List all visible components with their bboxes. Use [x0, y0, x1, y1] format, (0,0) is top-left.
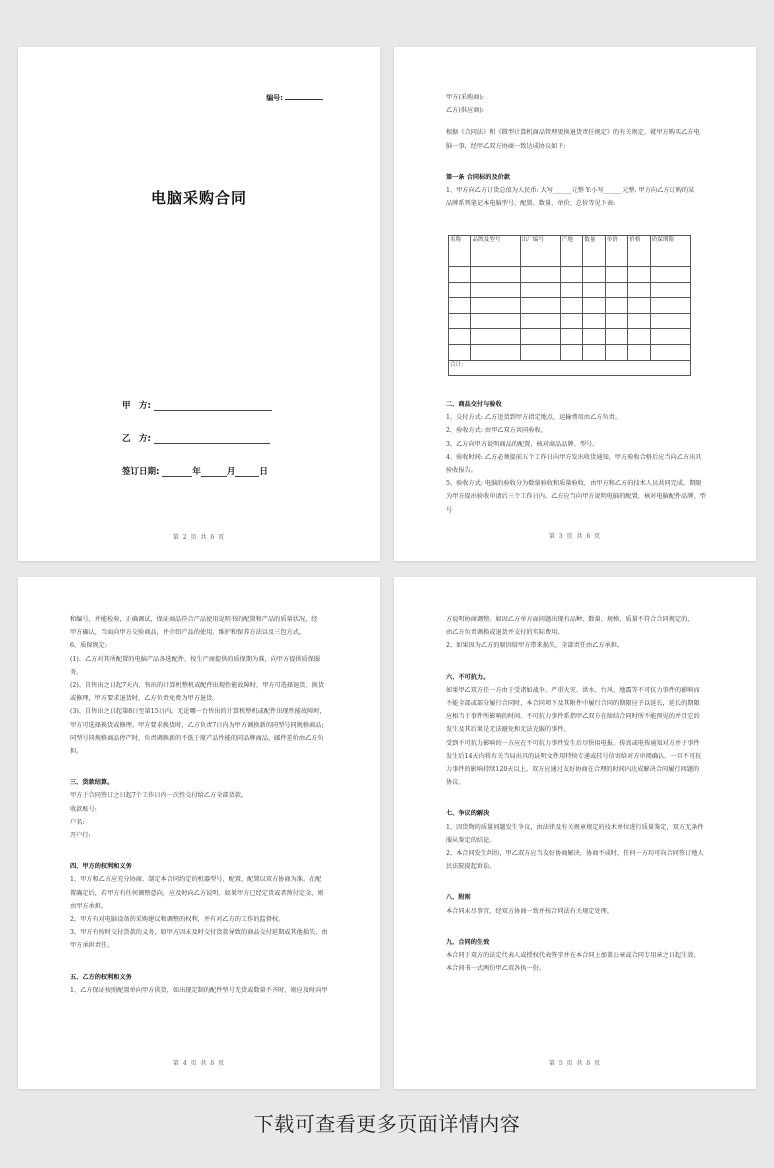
table-cell	[650, 329, 690, 345]
text-line: 力事件的影响持续120天以上，双方应通过友好协商在合理的时间内达成解决合同履行问题的	[446, 766, 700, 774]
table-cell	[449, 313, 471, 329]
table-cell	[471, 267, 520, 283]
text-line: 4、验收时间: 乙方必须提前五个工作日向甲方发出收货通知，甲方验收合格后应当向乙方出具	[446, 453, 702, 461]
text-line: 6、质保规定:	[70, 642, 107, 650]
text-line: 户名:	[70, 818, 85, 826]
table-cell	[628, 329, 650, 345]
paragraph-gap	[70, 758, 332, 767]
product-table	[448, 235, 691, 376]
table-cell	[605, 298, 627, 314]
sign-date-month-line	[201, 466, 227, 477]
party-b-field	[122, 432, 270, 444]
text-line: 3、乙方向甲方说明商品的配置，核对商品品牌、型号。	[446, 440, 599, 448]
paragraph-gap	[446, 153, 708, 162]
table-cell	[583, 267, 605, 283]
party-a-label: 甲 方:	[122, 401, 151, 411]
sign-date-label: 签订日期:	[122, 467, 160, 477]
party-a-line	[154, 400, 272, 411]
text-line: 甲方于合同签订之日起7个工作日内一次性交付给乙方全部货款。	[70, 792, 248, 800]
section-heading: 五、乙方的权利和义务	[70, 973, 132, 981]
sign-date-day: 日	[259, 467, 268, 477]
text-line: (3)、自售出之日起第8日至第15日内，无论哪一台售出的计算机整机或配件出现性能故障时，	[70, 708, 326, 716]
paragraph-gap	[70, 953, 332, 962]
contract-number-line	[285, 99, 323, 100]
paragraph-gap	[446, 918, 708, 927]
section-heading: 第一条 合同标的及价款	[446, 173, 511, 181]
table-header-cell: 产地	[560, 236, 582, 267]
table-cell	[560, 282, 582, 298]
table-cell	[650, 313, 690, 329]
text-line: 担。	[70, 748, 83, 756]
table-cell	[520, 282, 560, 298]
table-header-cell: 出厂编号	[520, 236, 560, 267]
sign-date-year: 年	[192, 467, 201, 477]
text-line: 本合同未尽事宜，经双方协商一致并按合同法有关规定处理。	[446, 907, 614, 915]
table-cell	[471, 282, 520, 298]
text-line: 3、甲方有按时交付货款的义务，如甲方因未及时交付货款导致的商品交付延期或其他损失，由	[70, 929, 328, 937]
page-2-cover	[18, 47, 380, 561]
table-cell	[560, 313, 582, 329]
paragraph-gap	[446, 873, 708, 882]
text-line: 同型号同规格商品停产时，负责调换新的不低于原产品性能的同品牌商品，邮件差价由乙方负	[70, 734, 324, 742]
text-line: 民法院提起诉讼。	[446, 863, 496, 871]
text-line: 发生后14天内将有关当局出具的证明文件用特快专递或挂号信寄给对方审阅确认。一旦不可抗	[446, 752, 702, 760]
sign-date-year-line	[162, 466, 192, 477]
table-cell	[471, 313, 520, 329]
text-line: 由甲方承担。	[70, 902, 108, 910]
text-line: 乙方(供应商):	[446, 107, 484, 115]
table-cell	[520, 329, 560, 345]
text-line: 不能全部或部分履行合同时，本合同项下及其附件中履行合同的期限应予以延长，延长的期限	[446, 700, 700, 708]
text-line: 甲方可选择换货或修理。甲方要求换货时，乙方负责7日内为甲方调换新的同型号同规格商品;	[70, 721, 324, 729]
text-line: 1、甲方向乙方订货总值为人民币: 大写______元整 Y:小写______元整. 甲方向乙方订购的某	[446, 187, 695, 195]
table-cell	[583, 298, 605, 314]
page-3	[394, 47, 756, 561]
table-row	[449, 344, 691, 360]
table-header-row	[449, 236, 691, 267]
contract-title: 电脑采购合同	[150, 189, 247, 207]
text-line: 发生及其后果是无法避免和无法克服的事件。	[446, 726, 570, 734]
table-cell	[628, 298, 650, 314]
text-line: 甲方确认，当面向甲方交验商品，并介绍产品的使用、维护和保养方法以及三包方式。	[70, 629, 306, 637]
table-cell	[471, 344, 520, 360]
table-header-cell: 价格	[628, 236, 650, 267]
text-line: 由乙方负责调换或退货并支付的实际费用。	[446, 629, 564, 637]
table-cell	[560, 298, 582, 314]
text-line: 验收报告。	[446, 467, 477, 475]
text-line: 2、本合同发生纠纷，甲乙双方应当友好协商解决，协商不成时，任何一方均可向合同签订地人	[446, 850, 704, 858]
table-header-cell: 质保期限	[650, 236, 690, 267]
page-3-delivery-section	[446, 389, 708, 517]
table-cell	[605, 344, 627, 360]
sign-date-field	[122, 465, 268, 477]
table-row	[449, 329, 691, 345]
text-line: 本合同于双方的法定代表人或授权代表签字并在本合同上加盖公章或合同专用章之日起生效。	[446, 952, 700, 960]
table-cell	[605, 329, 627, 345]
text-line: 1、甲方和乙方应充分协商，制定本合同约定的机器型号、配置，配置以双方协商为准。在配	[70, 876, 322, 884]
table-cell	[628, 344, 650, 360]
party-b-line	[154, 433, 270, 444]
text-line: 脑一事，经甲乙双方协商一致达成协议如下:	[446, 142, 566, 150]
table-cell	[520, 267, 560, 283]
page-footer: 第 4 页 共 6 页	[172, 1060, 226, 1067]
text-line: 1、因货物的质量问题发生争议，由法律及有关规章规定的技术单位进行质量鉴定，双方无条件	[446, 823, 704, 831]
text-line: (2)、自售出之日起7天内，售出的计算机整机或配件出现性能故障时，甲方可选择退货、换货	[70, 682, 325, 690]
table-header-cell: 数量	[583, 236, 605, 267]
table-header-cell: 品牌及型号	[471, 236, 520, 267]
text-line: 为甲方提出验收申请后三个工作日内。乙方应当向甲方说明电脑的配置，核对电脑配件品牌、型号	[446, 493, 706, 514]
text-line: 2、如果因为乙方的原因给甲方带来损失，全部责任由乙方承担。	[446, 642, 624, 650]
table-cell	[605, 267, 627, 283]
table-cell	[560, 267, 582, 283]
table-cell	[583, 329, 605, 345]
table-cell	[449, 329, 471, 345]
table-cell	[471, 298, 520, 314]
table-cell	[628, 267, 650, 283]
table-cell	[583, 282, 605, 298]
download-caption: 下载可查看更多页面详情内容	[253, 1112, 521, 1136]
table-cell	[449, 344, 471, 360]
paragraph-gap	[446, 789, 708, 798]
paragraph-gap	[70, 842, 332, 851]
text-line: 或修理，甲方要求退货时，乙方负责免费为甲方退货。	[70, 695, 219, 703]
table-cell	[560, 344, 582, 360]
page-4	[18, 577, 380, 1089]
text-line: 甲方承担责任。	[70, 942, 114, 950]
contract-number-field	[266, 93, 323, 103]
table-row	[449, 313, 691, 329]
table-cell	[449, 267, 471, 283]
text-line: 协议。	[446, 779, 465, 787]
text-line: 1、乙方保证按照配置单向甲方供货，如出现定制的配件型号无货或数量不齐时，则应及时向甲	[70, 986, 328, 994]
table-row	[449, 282, 691, 298]
text-line: 方说明协商调整。如因乙方单方面问题出现有品种、数量、规格、质量不符合合同规定的，	[446, 616, 694, 623]
table-header-cell: 单价	[605, 236, 627, 267]
text-line: 2、验收方式: 由甲乙双方共同验收。	[446, 427, 547, 435]
text-line: 受到不可抗力影响的一方应在不可抗力事件发生后尽快用电报、传真或电传通知对方并于事件	[446, 739, 700, 747]
text-line: 甲方(采购商):	[446, 94, 484, 101]
contract-number-label: 编号:	[266, 94, 283, 102]
party-a-field	[122, 399, 272, 411]
party-b-label: 乙 方:	[122, 434, 151, 444]
text-line: 和编号，并能检验，正确调试，保证商品符合产品使用说明书的配置和产品的质量状况，经	[70, 616, 318, 623]
table-cell	[628, 282, 650, 298]
table-row	[449, 267, 691, 283]
table-header-cell: 名称	[449, 236, 471, 267]
text-line: 置确定后，若甲方有任何调整意向，应及时向乙方说明。如果甲方已经定货或者预付定金，则	[70, 889, 324, 897]
table-cell	[650, 344, 690, 360]
table-cell	[583, 313, 605, 329]
page-footer: 第 5 页 共 6 页	[548, 1060, 602, 1067]
table-row	[449, 298, 691, 314]
table-cell	[650, 267, 690, 283]
section-heading: 四、甲方的权利和义务	[70, 863, 132, 871]
table-total-row	[449, 360, 691, 376]
table-cell	[520, 344, 560, 360]
text-line: 品牌系列笔记本电脑型号、配置、数量、单价、总价等见下表:	[446, 200, 616, 208]
text-line: 2、甲方有对电脑设备的采购建议和调整的权利，并有对乙方的工作的监督权。	[70, 916, 285, 924]
page-3-intro	[446, 91, 708, 210]
page-footer: 第 3 页 共 6 页	[548, 533, 602, 540]
table-cell	[605, 313, 627, 329]
paragraph-gap	[446, 653, 708, 662]
section-heading: 八、附则	[446, 894, 471, 902]
text-line: 5、验收方式: 电脑的验收分为数量验收和质量验收，由甲方和乙方的技术人员共同完成。期限	[446, 480, 702, 488]
table-cell	[583, 344, 605, 360]
section-heading: 七、争议的解决	[446, 810, 490, 818]
section-heading: 九、合同的生效	[446, 938, 490, 946]
table-cell	[650, 282, 690, 298]
table-cell	[605, 282, 627, 298]
text-line: 如果甲乙双方任一方由于受诸如战争、严重火灾、洪水、台风、地震等不可抗力事件的影响而	[446, 686, 700, 694]
sign-date-month: 月	[226, 467, 236, 477]
section-heading: 二、商品交付与验收	[446, 401, 502, 408]
page-footer: 第 2 页 共 6 页	[172, 534, 226, 541]
page-5	[394, 577, 756, 1089]
table-cell	[520, 298, 560, 314]
table-cell	[650, 298, 690, 314]
text-line: (1)、乙方对其所配置的电脑产品各选配件，按生产商提供的质保期为准，向甲方提供质保服务。	[70, 655, 321, 676]
paragraph-gap	[446, 117, 708, 126]
text-line: 开户行:	[70, 832, 91, 840]
table-cell	[520, 313, 560, 329]
text-line: 服从鉴定的结论。	[446, 836, 496, 844]
table-cell	[449, 282, 471, 298]
text-line: 1、交付方式: 乙方送货到甲方指定地点，运输费用由乙方负责。	[446, 414, 622, 422]
text-line: 根据《合同法》和《微型计算机商品管理更换退货责任规定》的有关规定，就甲方购买乙方电	[446, 129, 700, 137]
table-cell	[471, 329, 520, 345]
table-cell	[628, 313, 650, 329]
text-line: 收款账号:	[70, 805, 97, 813]
page-4-body	[70, 613, 332, 997]
table-cell	[560, 329, 582, 345]
text-line: 应相当于事件所影响的时间。不可抗力事件系指甲乙双方在缔结合同时所不能预见的并且它的	[446, 713, 700, 721]
page-5-body	[446, 613, 708, 975]
text-line: 本合同书一式两份甲乙双各执一份。	[446, 965, 545, 973]
table-total-label: 合计:	[449, 360, 691, 376]
table-cell	[449, 298, 471, 314]
section-heading: 三、货款结算。	[70, 779, 114, 787]
section-heading: 六、不可抗力。	[446, 673, 490, 681]
sign-date-day-line	[235, 466, 259, 477]
